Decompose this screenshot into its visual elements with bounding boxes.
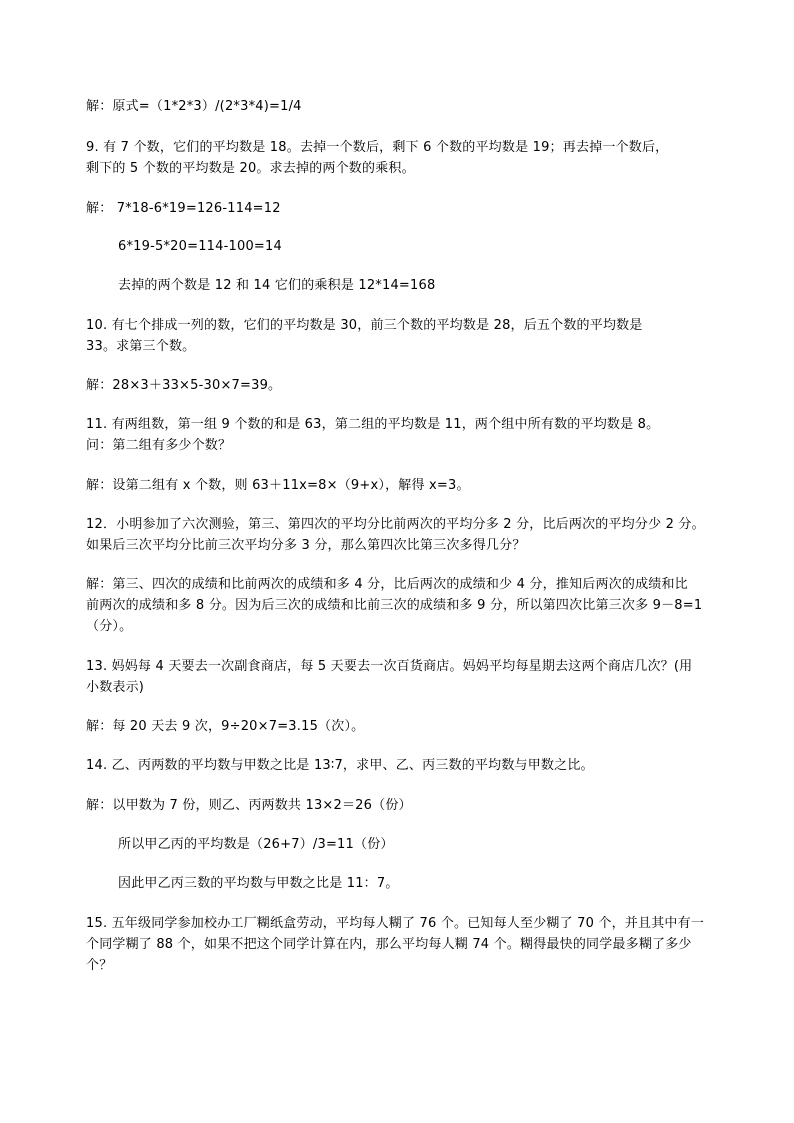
solution-8: 解：原式=（1*2*3）/(2*3*4)=1/4 (86, 99, 302, 114)
question-13-line-1: 13. 妈妈每 4 天要去一次副食商店，每 5 天要去一次百货商店。妈妈平均每星期去这两个商店几次？(用 (86, 659, 693, 674)
solution-11: 解：设第二组有 x 个数，则 63＋11x=8×（9+x），解得 x=3。 (86, 478, 470, 493)
solution-14-line-3: 因此甲乙丙三数的平均数与甲数之比是 11：7。 (118, 876, 399, 891)
question-10-line-1: 10. 有七个排成一列的数，它们的平均数是 30，前三个数的平均数是 28，后五个数的平均数是 (86, 318, 643, 333)
question-15-line-3: 个？ (86, 958, 113, 973)
solution-12-line-2: 前两次的成绩和多 8 分。因为后三次的成绩和比前三次的成绩和多 9 分，所以第四次比第三次多 9－8=1 (86, 598, 703, 613)
solution-12-line-1: 解：第三、四次的成绩和比前两次的成绩和多 4 分，比后两次的成绩和少 4 分，推知后两次的成绩和比 (86, 577, 688, 592)
solution-9-line-1: 解： 7*18-6*19=126-114=12 (86, 201, 281, 216)
question-12-line-2: 如果后三次平均分比前三次平均分多 3 分，那么第四次比第三次多得几分？ (86, 538, 526, 553)
solution-14-line-2: 所以甲乙丙的平均数是（26+7）/3=11（份） (118, 837, 394, 852)
solution-10: 解：28×3＋33×5-30×7=39。 (86, 378, 282, 393)
question-15-line-1: 15. 五年级同学参加校办工厂糊纸盒劳动，平均每人糊了 76 个。已知每人至少糊了 70 个，并且其中有一 (86, 916, 705, 931)
question-9-line-1: 9. 有 7 个数，它们的平均数是 18。去掉一个数后，剩下 6 个数的平均数是 19；再去掉一个数后， (86, 140, 669, 155)
solution-12-line-3: （分）。 (86, 619, 133, 634)
question-10-line-2: 33。求第三个数。 (86, 339, 196, 354)
solution-13: 解：每 20 天去 9 次，9÷20×7=3.15（次）。 (86, 719, 365, 734)
solution-9-line-3: 去掉的两个数是 12 和 14 它们的乘积是 12*14=168 (118, 278, 436, 293)
question-15-line-2: 个同学糊了 88 个，如果不把这个同学计算在内，那么平均每人糊 74 个。糊得最快的同学最多糊了多少 (86, 937, 692, 952)
question-12-line-1: 12．小明参加了六次测验，第三、第四次的平均分比前两次的平均分多 2 分，比后两次的平均分少 2 分。 (86, 517, 705, 532)
solution-9-line-2: 6*19-5*20=114-100=14 (118, 239, 282, 254)
question-11-line-1: 11. 有两组数，第一组 9 个数的和是 63，第二组的平均数是 11，两个组中所有数的平均数是 8。 (86, 417, 660, 432)
solution-14-line-1: 解：以甲数为 7 份，则乙、丙两数共 13×2＝26（份） (86, 798, 412, 813)
question-14: 14. 乙、丙两数的平均数与甲数之比是 13∶7，求甲、乙、丙三数的平均数与甲数之比。 (86, 758, 594, 773)
question-13-line-2: 小数表示) (86, 680, 145, 695)
question-9-line-2: 剩下的 5 个数的平均数是 20。求去掉的两个数的乘积。 (86, 161, 415, 176)
question-11-line-2: 问：第二组有多少个数？ (86, 438, 232, 453)
